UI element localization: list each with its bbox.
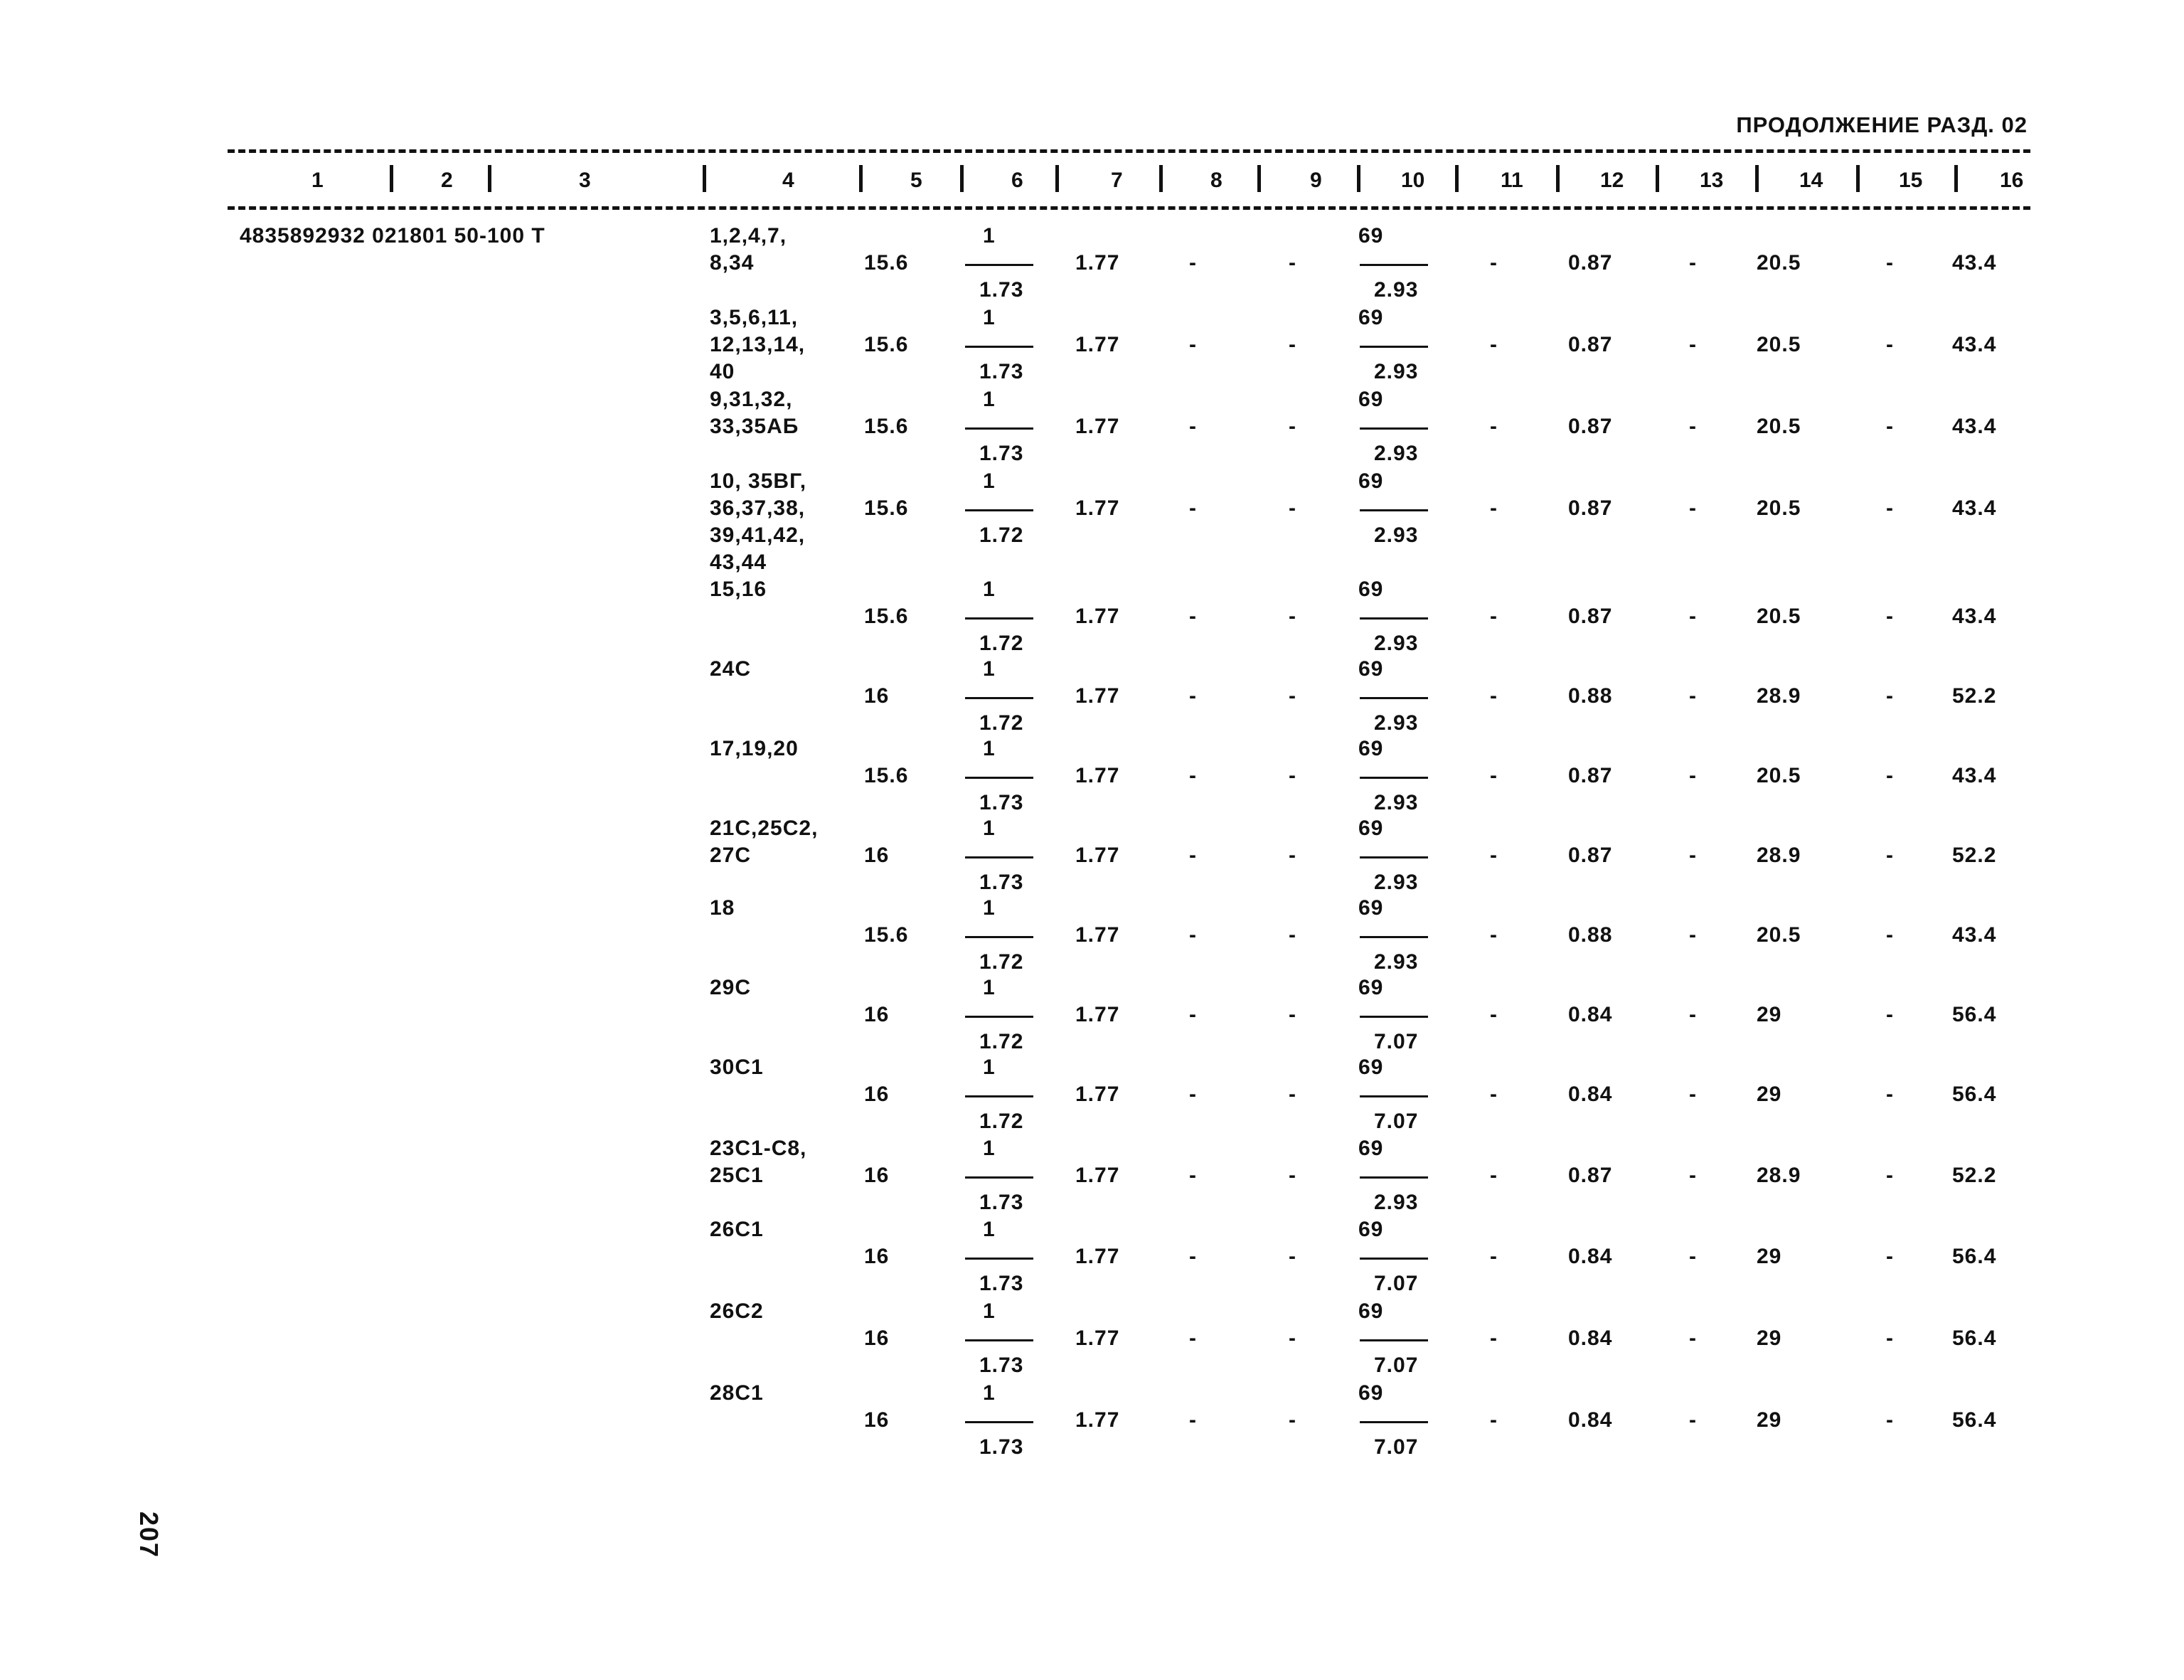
col11-value: - xyxy=(1490,415,1498,438)
col7-value: 1.77 xyxy=(1075,605,1120,628)
col6-denominator: 1.73 xyxy=(979,791,1024,814)
col10-numerator: 69 xyxy=(1358,737,1384,760)
col16-value: 43.4 xyxy=(1952,764,1997,787)
col6-numerator: 1 xyxy=(983,578,996,601)
col12-value: 0.88 xyxy=(1568,684,1613,708)
col13-value: - xyxy=(1689,605,1697,628)
col8-value: - xyxy=(1189,844,1197,867)
col10-denominator: 7.07 xyxy=(1374,1272,1419,1295)
col10-denominator: 2.93 xyxy=(1374,632,1419,655)
row-ids: 17,19,20 xyxy=(710,737,799,760)
col11-value: - xyxy=(1490,333,1498,356)
col13-value: - xyxy=(1689,923,1697,947)
col10-numerator: 69 xyxy=(1358,1056,1384,1079)
col16-value: 52.2 xyxy=(1952,1164,1997,1187)
col11-value: - xyxy=(1490,496,1498,520)
col6-denominator: 1.72 xyxy=(979,632,1024,655)
col16-value: 56.4 xyxy=(1952,1245,1997,1268)
col12-value: 0.84 xyxy=(1568,1245,1613,1268)
col7-value: 1.77 xyxy=(1075,1327,1120,1350)
col8-value: - xyxy=(1189,764,1197,787)
col6-numerator: 1 xyxy=(983,1381,996,1405)
col15-value: - xyxy=(1886,1245,1894,1268)
col11-value: - xyxy=(1490,923,1498,947)
col13-value: - xyxy=(1689,684,1697,708)
col12-value: 0.87 xyxy=(1568,844,1613,867)
col8-value: - xyxy=(1189,496,1197,520)
col6-denominator: 1.73 xyxy=(979,1191,1024,1214)
col15-value: - xyxy=(1886,923,1894,947)
col10-numerator: 69 xyxy=(1358,224,1384,248)
col7-value: 1.77 xyxy=(1075,684,1120,708)
col9-value: - xyxy=(1289,496,1296,520)
col9-value: - xyxy=(1289,1245,1296,1268)
col10-denominator: 2.93 xyxy=(1374,1191,1419,1214)
col5-value: 15.6 xyxy=(864,415,909,438)
col5-value: 16 xyxy=(864,684,890,708)
fraction-bar xyxy=(965,1339,1033,1341)
col12-value: 0.87 xyxy=(1568,251,1613,275)
fraction-bar xyxy=(965,1095,1033,1097)
col8-value: - xyxy=(1189,1003,1197,1026)
fraction-bar xyxy=(1360,856,1428,858)
col10-denominator: 2.93 xyxy=(1374,442,1419,465)
row-ids: 23С1-С8, 25С1 xyxy=(710,1137,807,1187)
col8-value: - xyxy=(1189,684,1197,708)
col10-numerator: 69 xyxy=(1358,306,1384,329)
col15-value: - xyxy=(1886,1003,1894,1026)
column-separator xyxy=(390,165,393,192)
col10-denominator: 2.93 xyxy=(1374,950,1419,974)
header-rule-bottom xyxy=(228,206,2030,210)
column-header-11: 11 xyxy=(1501,169,1523,192)
col5-value: 16 xyxy=(864,1408,890,1432)
col6-denominator: 1.72 xyxy=(979,711,1024,735)
col14-value: 20.5 xyxy=(1757,496,1801,520)
col8-value: - xyxy=(1189,1408,1197,1432)
col15-value: - xyxy=(1886,1408,1894,1432)
col10-numerator: 69 xyxy=(1358,976,1384,999)
col12-value: 0.87 xyxy=(1568,333,1613,356)
col15-value: - xyxy=(1886,333,1894,356)
col10-numerator: 69 xyxy=(1358,578,1384,601)
col10-numerator: 69 xyxy=(1358,896,1384,920)
col7-value: 1.77 xyxy=(1075,251,1120,275)
row-ids: 26С1 xyxy=(710,1218,764,1241)
fraction-bar xyxy=(1360,1176,1428,1179)
fraction-bar xyxy=(1360,1016,1428,1018)
header-rule-top xyxy=(228,149,2030,153)
col6-numerator: 1 xyxy=(983,1299,996,1323)
column-header-10: 10 xyxy=(1401,169,1425,192)
col9-value: - xyxy=(1289,1003,1296,1026)
col13-value: - xyxy=(1689,1245,1697,1268)
col15-value: - xyxy=(1886,764,1894,787)
column-header-12: 12 xyxy=(1600,169,1624,192)
col14-value: 29 xyxy=(1757,1003,1782,1026)
col11-value: - xyxy=(1490,1003,1498,1026)
column-separator xyxy=(859,165,863,192)
col5-value: 16 xyxy=(864,1327,890,1350)
col10-denominator: 7.07 xyxy=(1374,1030,1419,1053)
col16-value: 52.2 xyxy=(1952,844,1997,867)
col10-denominator: 2.93 xyxy=(1374,711,1419,735)
col7-value: 1.77 xyxy=(1075,844,1120,867)
col5-value: 16 xyxy=(864,844,890,867)
fraction-bar xyxy=(965,617,1033,620)
col5-value: 15.6 xyxy=(864,333,909,356)
row-ids: 24С xyxy=(710,657,752,681)
fraction-bar xyxy=(1360,777,1428,779)
col12-value: 0.87 xyxy=(1568,1164,1613,1187)
row-ids: 28С1 xyxy=(710,1381,764,1405)
column-separator xyxy=(1656,165,1659,192)
col10-numerator: 69 xyxy=(1358,657,1384,681)
col6-denominator: 1.73 xyxy=(979,1435,1024,1459)
col6-denominator: 1.73 xyxy=(979,871,1024,894)
col14-value: 20.5 xyxy=(1757,251,1801,275)
fraction-bar xyxy=(965,1016,1033,1018)
fraction-bar xyxy=(965,1421,1033,1423)
col13-value: - xyxy=(1689,1164,1697,1187)
col5-value: 15.6 xyxy=(864,251,909,275)
col10-denominator: 2.93 xyxy=(1374,791,1419,814)
row-ids: 26С2 xyxy=(710,1299,764,1323)
col9-value: - xyxy=(1289,415,1296,438)
col6-denominator: 1.73 xyxy=(979,1272,1024,1295)
col13-value: - xyxy=(1689,496,1697,520)
col14-value: 29 xyxy=(1757,1083,1782,1106)
col9-value: - xyxy=(1289,605,1296,628)
col16-value: 43.4 xyxy=(1952,496,1997,520)
col8-value: - xyxy=(1189,605,1197,628)
col12-value: 0.87 xyxy=(1568,605,1613,628)
col7-value: 1.77 xyxy=(1075,923,1120,947)
column-header-7: 7 xyxy=(1111,169,1123,192)
col8-value: - xyxy=(1189,333,1197,356)
col7-value: 1.77 xyxy=(1075,1083,1120,1106)
fraction-bar xyxy=(1360,509,1428,511)
col9-value: - xyxy=(1289,1327,1296,1350)
column-separator xyxy=(1055,165,1059,192)
column-header-5: 5 xyxy=(910,169,922,192)
col6-denominator: 1.72 xyxy=(979,1110,1024,1133)
col14-value: 20.5 xyxy=(1757,605,1801,628)
fraction-bar xyxy=(1360,1258,1428,1260)
col10-numerator: 69 xyxy=(1358,469,1384,493)
col6-numerator: 1 xyxy=(983,896,996,920)
col14-value: 28.9 xyxy=(1757,844,1801,867)
column-header-1: 1 xyxy=(311,169,324,192)
col9-value: - xyxy=(1289,844,1296,867)
col13-value: - xyxy=(1689,1408,1697,1432)
col13-value: - xyxy=(1689,1003,1697,1026)
fraction-bar xyxy=(1360,346,1428,348)
col15-value: - xyxy=(1886,605,1894,628)
col6-denominator: 1.73 xyxy=(979,360,1024,383)
col14-value: 20.5 xyxy=(1757,764,1801,787)
column-separator xyxy=(1257,165,1261,192)
page-number: 207 xyxy=(134,1511,164,1559)
col13-value: - xyxy=(1689,1327,1697,1350)
column-separator xyxy=(1455,165,1459,192)
col14-value: 29 xyxy=(1757,1327,1782,1350)
col16-value: 56.4 xyxy=(1952,1003,1997,1026)
col6-numerator: 1 xyxy=(983,1218,996,1241)
col13-value: - xyxy=(1689,333,1697,356)
col15-value: - xyxy=(1886,844,1894,867)
col14-value: 28.9 xyxy=(1757,684,1801,708)
column-separator xyxy=(1954,165,1958,192)
column-separator xyxy=(960,165,964,192)
col9-value: - xyxy=(1289,1164,1296,1187)
col15-value: - xyxy=(1886,496,1894,520)
col16-value: 43.4 xyxy=(1952,605,1997,628)
col13-value: - xyxy=(1689,415,1697,438)
column-header-8: 8 xyxy=(1210,169,1222,192)
col5-value: 16 xyxy=(864,1245,890,1268)
fraction-bar xyxy=(965,1258,1033,1260)
col14-value: 28.9 xyxy=(1757,1164,1801,1187)
col7-value: 1.77 xyxy=(1075,1245,1120,1268)
column-header-9: 9 xyxy=(1310,169,1322,192)
col10-denominator: 7.07 xyxy=(1374,1354,1419,1377)
column-separator xyxy=(1755,165,1759,192)
row-ids: 9,31,32, 33,35АБ xyxy=(710,388,799,438)
fraction-bar xyxy=(965,697,1033,699)
col11-value: - xyxy=(1490,251,1498,275)
col11-value: - xyxy=(1490,1327,1498,1350)
col6-numerator: 1 xyxy=(983,388,996,411)
col6-denominator: 1.73 xyxy=(979,278,1024,302)
col14-value: 29 xyxy=(1757,1408,1782,1432)
col11-value: - xyxy=(1490,684,1498,708)
row-ids: 10, 35ВГ, 36,37,38, 39,41,42, 43,44 xyxy=(710,469,807,574)
fraction-bar xyxy=(1360,264,1428,266)
column-separator xyxy=(1159,165,1163,192)
col10-denominator: 2.93 xyxy=(1374,360,1419,383)
col6-denominator: 1.73 xyxy=(979,1354,1024,1377)
col12-value: 0.87 xyxy=(1568,415,1613,438)
col5-value: 16 xyxy=(864,1083,890,1106)
col16-value: 43.4 xyxy=(1952,923,1997,947)
column-header-14: 14 xyxy=(1799,169,1823,192)
column-separator xyxy=(703,165,706,192)
col9-value: - xyxy=(1289,333,1296,356)
fraction-bar xyxy=(965,427,1033,430)
column-separator xyxy=(488,165,491,192)
col15-value: - xyxy=(1886,1164,1894,1187)
column-header-4: 4 xyxy=(782,169,794,192)
column-header-16: 16 xyxy=(2000,169,2024,192)
fraction-bar xyxy=(1360,427,1428,430)
col6-numerator: 1 xyxy=(983,224,996,248)
col10-denominator: 2.93 xyxy=(1374,278,1419,302)
col10-numerator: 69 xyxy=(1358,1137,1384,1160)
col5-value: 15.6 xyxy=(864,923,909,947)
col11-value: - xyxy=(1490,844,1498,867)
column-separator xyxy=(1856,165,1860,192)
row-ids: 15,16 xyxy=(710,578,767,601)
col16-value: 43.4 xyxy=(1952,333,1997,356)
col5-value: 15.6 xyxy=(864,605,909,628)
col11-value: - xyxy=(1490,764,1498,787)
col6-numerator: 1 xyxy=(983,1056,996,1079)
col10-denominator: 7.07 xyxy=(1374,1435,1419,1459)
fraction-bar xyxy=(1360,1339,1428,1341)
col15-value: - xyxy=(1886,251,1894,275)
col6-denominator: 1.72 xyxy=(979,950,1024,974)
col7-value: 1.77 xyxy=(1075,764,1120,787)
col9-value: - xyxy=(1289,923,1296,947)
col5-value: 16 xyxy=(864,1003,890,1026)
column-header-13: 13 xyxy=(1700,169,1724,192)
col14-value: 29 xyxy=(1757,1245,1782,1268)
col16-value: 43.4 xyxy=(1952,415,1997,438)
col12-value: 0.84 xyxy=(1568,1083,1613,1106)
row-ids: 29С xyxy=(710,976,752,999)
col12-value: 0.84 xyxy=(1568,1003,1613,1026)
fraction-bar xyxy=(965,509,1033,511)
col7-value: 1.77 xyxy=(1075,1408,1120,1432)
row-ids: 18 xyxy=(710,896,735,920)
fraction-bar xyxy=(965,856,1033,858)
col5-value: 16 xyxy=(864,1164,890,1187)
col6-denominator: 1.73 xyxy=(979,442,1024,465)
page-title: ПРОДОЛЖЕНИЕ РАЗД. 02 xyxy=(1736,112,2028,137)
col10-numerator: 69 xyxy=(1358,388,1384,411)
col15-value: - xyxy=(1886,1083,1894,1106)
col6-numerator: 1 xyxy=(983,306,996,329)
col13-value: - xyxy=(1689,251,1697,275)
col9-value: - xyxy=(1289,1408,1296,1432)
col9-value: - xyxy=(1289,684,1296,708)
col16-value: 56.4 xyxy=(1952,1408,1997,1432)
col14-value: 20.5 xyxy=(1757,333,1801,356)
col15-value: - xyxy=(1886,1327,1894,1350)
col10-numerator: 69 xyxy=(1358,1218,1384,1241)
col12-value: 0.84 xyxy=(1568,1327,1613,1350)
col8-value: - xyxy=(1189,1083,1197,1106)
fraction-bar xyxy=(1360,936,1428,938)
col16-value: 56.4 xyxy=(1952,1327,1997,1350)
col10-numerator: 69 xyxy=(1358,1299,1384,1323)
col8-value: - xyxy=(1189,251,1197,275)
column-header-6: 6 xyxy=(1011,169,1023,192)
col8-value: - xyxy=(1189,1327,1197,1350)
col6-numerator: 1 xyxy=(983,976,996,999)
column-header-15: 15 xyxy=(1899,169,1923,192)
col9-value: - xyxy=(1289,1083,1296,1106)
col12-value: 0.88 xyxy=(1568,923,1613,947)
col15-value: - xyxy=(1886,415,1894,438)
col6-numerator: 1 xyxy=(983,469,996,493)
row-ids: 1,2,4,7, 8,34 xyxy=(710,224,787,275)
fraction-bar xyxy=(965,1176,1033,1179)
col12-value: 0.87 xyxy=(1568,496,1613,520)
column-header-2: 2 xyxy=(441,169,453,192)
col12-value: 0.84 xyxy=(1568,1408,1613,1432)
col15-value: - xyxy=(1886,684,1894,708)
col8-value: - xyxy=(1189,1164,1197,1187)
row-ids: 21С,25С2, 27С xyxy=(710,817,819,867)
col7-value: 1.77 xyxy=(1075,1164,1120,1187)
col11-value: - xyxy=(1490,1164,1498,1187)
col10-numerator: 69 xyxy=(1358,817,1384,840)
fraction-bar xyxy=(1360,1095,1428,1097)
col8-value: - xyxy=(1189,1245,1197,1268)
col16-value: 43.4 xyxy=(1952,251,1997,275)
first-cell: 4835892932 021801 50-100 Т xyxy=(240,224,545,248)
col5-value: 15.6 xyxy=(864,764,909,787)
col6-numerator: 1 xyxy=(983,817,996,840)
col13-value: - xyxy=(1689,844,1697,867)
fraction-bar xyxy=(1360,1421,1428,1423)
col7-value: 1.77 xyxy=(1075,415,1120,438)
col6-numerator: 1 xyxy=(983,737,996,760)
col12-value: 0.87 xyxy=(1568,764,1613,787)
col8-value: - xyxy=(1189,415,1197,438)
col10-numerator: 69 xyxy=(1358,1381,1384,1405)
col6-numerator: 1 xyxy=(983,1137,996,1160)
col9-value: - xyxy=(1289,764,1296,787)
fraction-bar xyxy=(1360,617,1428,620)
col16-value: 52.2 xyxy=(1952,684,1997,708)
col11-value: - xyxy=(1490,605,1498,628)
fraction-bar xyxy=(965,346,1033,348)
col11-value: - xyxy=(1490,1408,1498,1432)
col5-value: 15.6 xyxy=(864,496,909,520)
col9-value: - xyxy=(1289,251,1296,275)
col14-value: 20.5 xyxy=(1757,923,1801,947)
col6-numerator: 1 xyxy=(983,657,996,681)
col6-denominator: 1.72 xyxy=(979,523,1024,547)
col6-denominator: 1.72 xyxy=(979,1030,1024,1053)
col11-value: - xyxy=(1490,1083,1498,1106)
col11-value: - xyxy=(1490,1245,1498,1268)
fraction-bar xyxy=(965,777,1033,779)
col7-value: 1.77 xyxy=(1075,1003,1120,1026)
col16-value: 56.4 xyxy=(1952,1083,1997,1106)
column-separator xyxy=(1357,165,1360,192)
row-ids: 30С1 xyxy=(710,1056,764,1079)
col10-denominator: 2.93 xyxy=(1374,871,1419,894)
column-header-3: 3 xyxy=(579,169,591,192)
row-ids: 3,5,6,11, 12,13,14, 40 xyxy=(710,306,806,383)
col13-value: - xyxy=(1689,1083,1697,1106)
fraction-bar xyxy=(1360,697,1428,699)
fraction-bar xyxy=(965,264,1033,266)
col10-denominator: 2.93 xyxy=(1374,523,1419,547)
column-separator xyxy=(1556,165,1560,192)
col10-denominator: 7.07 xyxy=(1374,1110,1419,1133)
fraction-bar xyxy=(965,936,1033,938)
col7-value: 1.77 xyxy=(1075,333,1120,356)
col7-value: 1.77 xyxy=(1075,496,1120,520)
col13-value: - xyxy=(1689,764,1697,787)
col14-value: 20.5 xyxy=(1757,415,1801,438)
col8-value: - xyxy=(1189,923,1197,947)
